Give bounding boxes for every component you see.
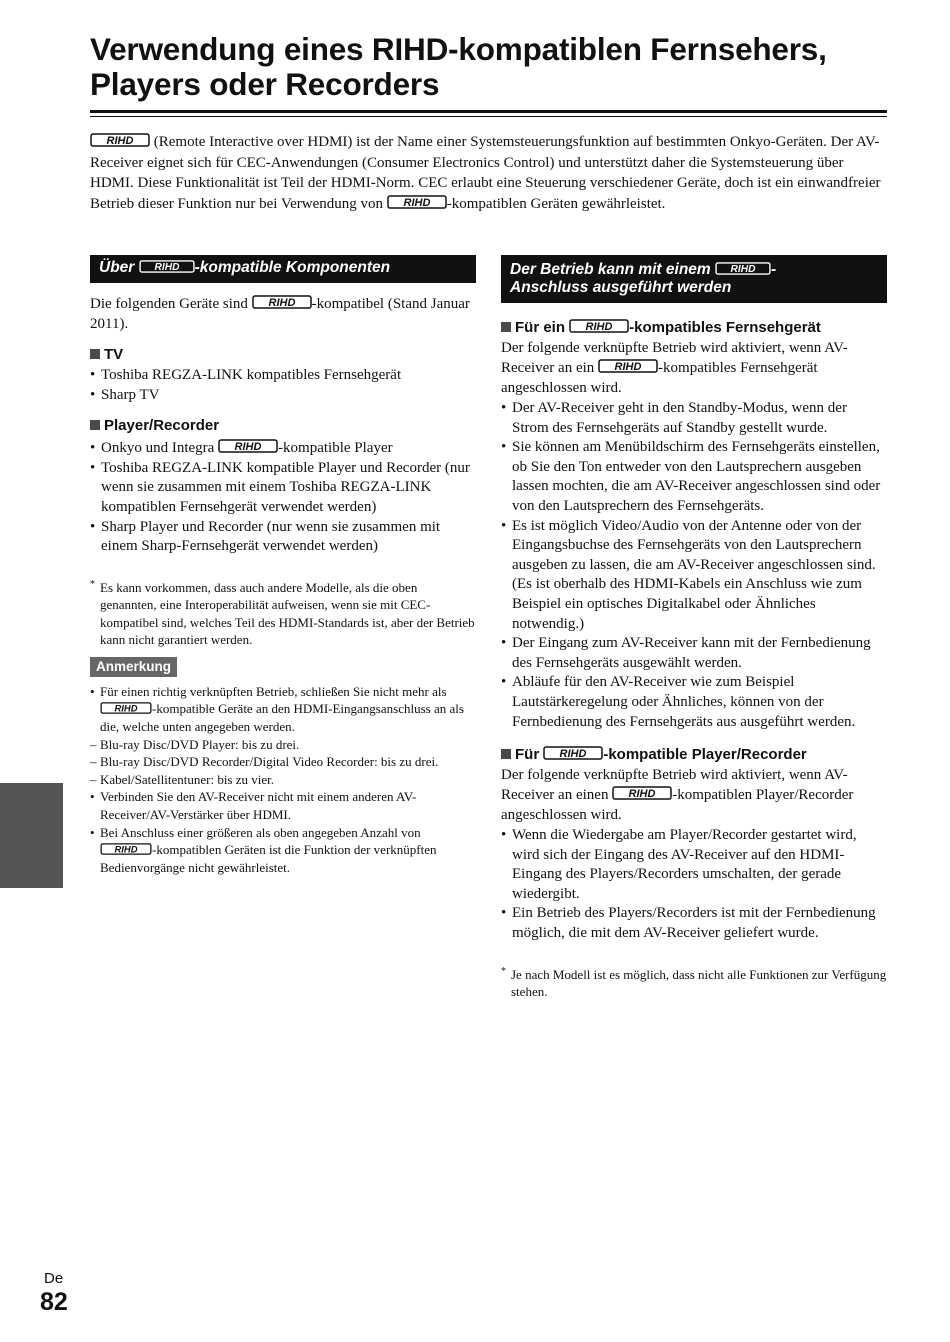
rihd-logo-icon [218, 439, 278, 453]
svg-text:RIHD: RIHD [403, 196, 431, 209]
list-item: • Der Eingang zum AV-Receiver kann mit der Fernbedienung des Fernsehgeräts ausgewählt werden. [501, 634, 887, 673]
list-item: • Wenn die Wiedergabe am Player/Recorder gestartet wird, wird sich der Eingang des AV-Receiver auf den HDMI-Eingang des Players/Recorders umschalten, der gerade wiedergibt. [501, 826, 887, 904]
svg-text:RIHD: RIHD [234, 441, 262, 454]
square-bullet-icon [501, 322, 511, 332]
left-section-heading [90, 255, 476, 283]
tv-device-subheading: Für ein RIHD -kompatibles Fernsehgerät [501, 318, 887, 337]
list-item: • Sie können am Menübildschirm des Fernsehgeräts einstellen, ob Sie den Ton entweder von den Lautsprechern ausgeben lassen mochten, die am AV-Receiver angeschlossen sind oder von den Lautsprechern des Fernsehgeräts. [501, 438, 887, 516]
svg-text:RIHD: RIHD [585, 321, 613, 333]
list-item: • Für einen richtig verknüpften Betrieb, schließen Sie nicht mehr als RIHD -kompatible Geräte an den HDMI-Eingangsanschluss an als die, welche unten angegeben werden. [90, 683, 476, 736]
title-line-1: Verwendung eines RIHD-kompatiblen Fernsehers, [90, 31, 827, 67]
title-line-2: Players oder Recorders [90, 66, 440, 102]
list-item: • Es ist möglich Video/Audio von der Antenne oder von der Eingangsbuchse des Fernsehgeräts von den Lautsprechern ausgeben zu lassen, die am AV-Receiver angeschlossen sind. (Es ist oberhalb des HDMI-Kabels ein Anschluss wie zum Beispiel ein optisches Digitalkabel oder Ähnliches notwendig.) [501, 517, 887, 635]
svg-text:RIHD: RIHD [628, 788, 656, 801]
intro-paragraph [90, 132, 887, 214]
intro-text-1: (Remote Interactive over HDMI) ist der Name einer Systemsteuerungsfunktion auf bestimmten Onkyo-Geräten. Der AV-Receiver eignet sich für CEC-Anwendungen (Consumer Electronics Control) und unterstützt daher die Systemsteuerung über HDMI. Diese Funktionalität ist Teil der HDMI-Norm. CEC erlaubt eine Steuerung verschiedener Geräte, doch ist ein einwandfreier Betrieb dieser Funktion nur bei Verwendung von [90, 134, 881, 212]
list-item: – Blu-ray Disc/DVD Player: bis zu drei. [90, 736, 476, 754]
list-item: • Abläufe für den AV-Receiver wie zum Beispiel Lautstärkeregelung oder Ähnliches, können von der Fernbedienung des Fernsehgeräts aus ausgeführt werden. [501, 673, 887, 732]
left-column [90, 255, 476, 876]
page-title [90, 32, 890, 102]
chapter-side-tab [0, 783, 63, 888]
rihd-logo-icon [543, 746, 603, 760]
svg-text:RIHD: RIHD [268, 297, 296, 309]
player-recorder-subheading: Player/Recorder [90, 416, 476, 435]
rihd-logo-icon [387, 195, 447, 209]
square-bullet-icon [90, 420, 100, 430]
left-footnote: * Es kann vorkommen, dass auch andere Modelle, als die oben genannten, eine Interoperabilität aufweisen, wenn sie mit CEC-kompatibel sind, welches Teil des HDMI-Standards ist, aber der Betrieb kann nicht garantiert werden. [90, 578, 475, 648]
rihd-logo-icon [139, 260, 195, 273]
language-label: De [44, 1270, 64, 1287]
list-item: • Toshiba REGZA-LINK kompatible Player und Recorder (nur wenn sie zusammen mit einem Toshiba REGZA-LINK kompatiblen Fernsehgerät verwendet werden) [90, 459, 476, 518]
title-rule-thick [90, 110, 887, 113]
square-bullet-icon [90, 349, 100, 359]
list-item: • Bei Anschluss einer größeren als oben angegeben Anzahl von RIHD -kompatiblen Geräten ist die Funktion der verknüpften Bedienvorgänge nicht gewährleistet. [90, 824, 476, 877]
list-item: • Verbinden Sie den AV-Receiver nicht mit einem anderen AV-Receiver/AV-Verstärker über HDMI. [90, 788, 476, 823]
rihd-logo-icon [612, 786, 672, 800]
rihd-logo-icon [598, 359, 658, 373]
rihd-logo-icon [569, 319, 629, 333]
tv-function-list [501, 399, 887, 732]
list-item: • Toshiba REGZA-LINK kompatibles Fernsehgerät [90, 366, 476, 386]
right-column [501, 255, 887, 1001]
svg-text:RIHD: RIHD [559, 748, 587, 761]
right-section-heading: Der Betrieb kann mit einem RIHD - Anschluss ausgeführt werden [501, 255, 887, 303]
player-recorder-function-list [501, 826, 887, 944]
list-item: • Der AV-Receiver geht in den Standby-Modus, wenn der Strom des Fernsehgeräts auf Standby gestellt wurde. [501, 399, 887, 438]
left-lead-paragraph: Die folgenden Geräte sind RIHD -kompatibel (Stand Januar 2011). [90, 296, 470, 332]
svg-text:RIHD: RIHD [614, 361, 642, 373]
right-footnote: * Je nach Modell ist es möglich, dass nicht alle Funktionen zur Verfügung stehen. [501, 965, 887, 1000]
svg-text:RIHD: RIHD [114, 702, 138, 714]
heading-text: -kompatible Komponenten [194, 259, 391, 276]
svg-text:RIHD: RIHD [154, 262, 180, 273]
svg-text:RIHD: RIHD [114, 843, 138, 855]
player-recorder-device-subheading: Für RIHD -kompatible Player/Recorder [501, 745, 887, 764]
rihd-logo-icon [252, 295, 312, 309]
list-item: – Blu-ray Disc/DVD Recorder/Digital Video Recorder: bis zu drei. [90, 753, 476, 771]
list-item: • Sharp TV [90, 386, 476, 406]
svg-text:RIHD: RIHD [730, 264, 756, 275]
list-item: – Kabel/Satellitentuner: bis zu vier. [90, 771, 476, 789]
list-item: • Onkyo und Integra RIHD -kompatible Player [90, 439, 476, 459]
list-item: • Ein Betrieb des Players/Recorders ist mit der Fernbedienung möglich, die mit dem AV-Receiver geliefert wurde. [501, 904, 887, 943]
note-section [90, 657, 476, 877]
rihd-logo-icon [715, 262, 771, 275]
list-item: • Sharp Player und Recorder (nur wenn sie zusammen mit einem Sharp-Fernsehgerät verwendet werden) [90, 518, 476, 557]
page-number: 82 [40, 1288, 68, 1316]
title-rule-thin [90, 116, 887, 117]
player-recorder-lead-paragraph: Der folgende verknüpfte Betrieb wird aktiviert, wenn AV-Receiver an einen RIHD -kompatiblen Player/Recorder angeschlossen wird. [501, 767, 854, 824]
tv-lead-paragraph: Der folgende verknüpfte Betrieb wird aktiviert, wenn AV-Receiver an ein RIHD -kompatibles Fernsehgerät angeschlossen wird. [501, 340, 848, 396]
heading-text: Über [99, 259, 139, 276]
intro-text-2: -kompatiblen Geräten gewährleistet. [446, 195, 666, 212]
rihd-logo-icon [90, 133, 150, 147]
svg-text:RIHD: RIHD [106, 135, 134, 147]
rihd-logo-icon [100, 702, 152, 714]
note-label: Anmerkung [90, 657, 177, 677]
note-list [90, 683, 476, 877]
rihd-logo-icon [100, 843, 152, 855]
square-bullet-icon [501, 749, 511, 759]
tv-subheading: TV [90, 345, 476, 364]
player-recorder-list [90, 439, 476, 557]
tv-list [90, 366, 476, 405]
